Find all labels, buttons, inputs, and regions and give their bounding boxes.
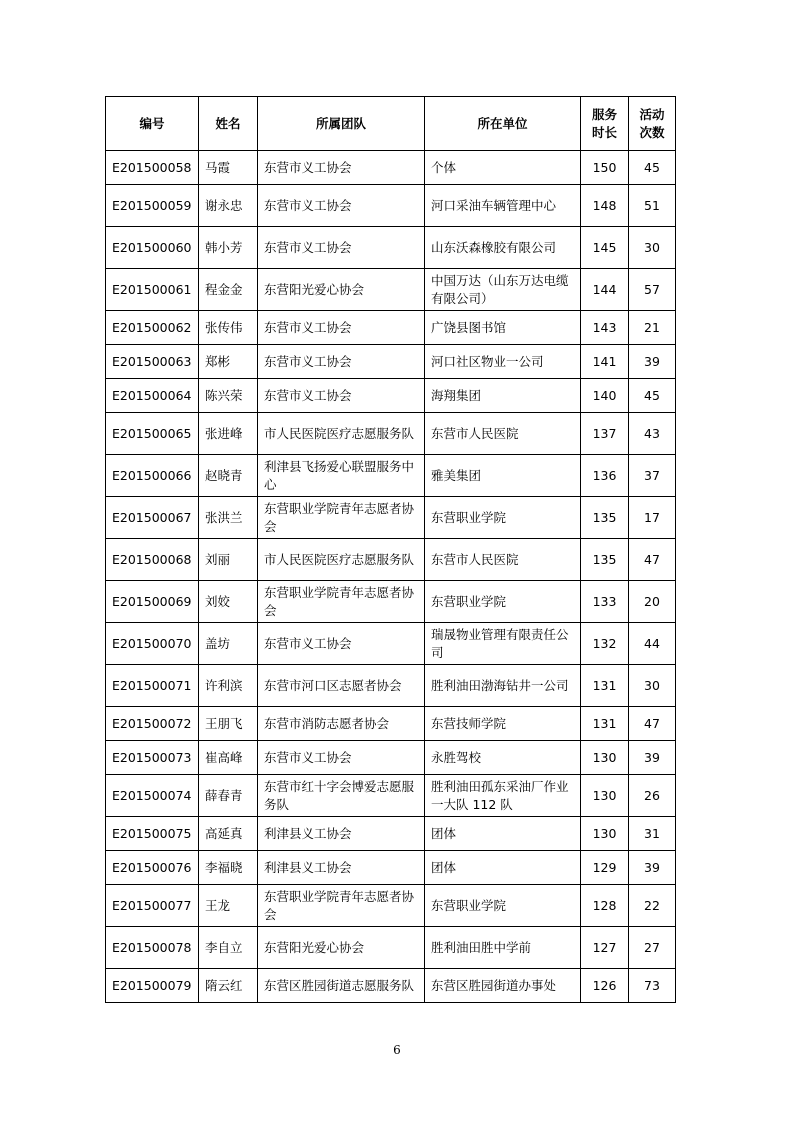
cell-name: 刘姣 — [199, 581, 258, 623]
cell-name: 许利滨 — [199, 665, 258, 707]
table-row — [106, 927, 676, 969]
cell-team: 东营阳光爱心协会 — [258, 927, 425, 969]
cell-hours: 131 — [581, 665, 629, 707]
cell-team: 市人民医院医疗志愿服务队 — [258, 539, 425, 581]
cell-team: 东营市义工协会 — [258, 623, 425, 665]
cell-name: 张传伟 — [199, 311, 258, 345]
table-row — [106, 269, 676, 311]
cell-hours: 131 — [581, 707, 629, 741]
table-row — [106, 227, 676, 269]
cell-name: 薛春青 — [199, 775, 258, 817]
cell-name: 马霞 — [199, 151, 258, 185]
table-row — [106, 455, 676, 497]
cell-count: 20 — [629, 581, 676, 623]
cell-id: E201500071 — [106, 665, 199, 707]
cell-name: 程金金 — [199, 269, 258, 311]
cell-team: 东营市义工协会 — [258, 227, 425, 269]
cell-id: E201500069 — [106, 581, 199, 623]
cell-hours: 135 — [581, 497, 629, 539]
cell-name: 崔高峰 — [199, 741, 258, 775]
cell-hours: 133 — [581, 581, 629, 623]
cell-unit: 海翔集团 — [425, 379, 581, 413]
cell-team: 利津县义工协会 — [258, 817, 425, 851]
cell-unit: 团体 — [425, 817, 581, 851]
cell-team: 东营市义工协会 — [258, 311, 425, 345]
cell-name: 李福晓 — [199, 851, 258, 885]
cell-hours: 129 — [581, 851, 629, 885]
cell-unit: 胜利油田胜中学前 — [425, 927, 581, 969]
cell-unit: 永胜驾校 — [425, 741, 581, 775]
cell-name: 张洪兰 — [199, 497, 258, 539]
cell-count: 22 — [629, 885, 676, 927]
header-name: 姓名 — [199, 97, 258, 151]
table-header-row — [106, 97, 676, 151]
cell-name: 李自立 — [199, 927, 258, 969]
cell-name: 谢永忠 — [199, 185, 258, 227]
cell-unit: 东营技师学院 — [425, 707, 581, 741]
cell-id: E201500070 — [106, 623, 199, 665]
table-row — [106, 497, 676, 539]
cell-name: 王龙 — [199, 885, 258, 927]
cell-count: 73 — [629, 969, 676, 1003]
cell-count: 51 — [629, 185, 676, 227]
cell-team: 利津县义工协会 — [258, 851, 425, 885]
cell-id: E201500058 — [106, 151, 199, 185]
header-hours-line2: 时长 — [591, 124, 617, 140]
table-row — [106, 345, 676, 379]
header-count-line1: 活动 — [639, 106, 665, 122]
table-row — [106, 707, 676, 741]
cell-team: 东营职业学院青年志愿者协会 — [258, 497, 425, 539]
cell-hours: 145 — [581, 227, 629, 269]
cell-id: E201500067 — [106, 497, 199, 539]
cell-id: E201500066 — [106, 455, 199, 497]
cell-unit: 东营职业学院 — [425, 581, 581, 623]
cell-unit: 东营市人民医院 — [425, 413, 581, 455]
cell-id: E201500062 — [106, 311, 199, 345]
cell-id: E201500077 — [106, 885, 199, 927]
header-count-line2: 次数 — [639, 124, 665, 140]
cell-name: 韩小芳 — [199, 227, 258, 269]
cell-hours: 132 — [581, 623, 629, 665]
table-row — [106, 741, 676, 775]
cell-team: 东营市消防志愿者协会 — [258, 707, 425, 741]
cell-hours: 127 — [581, 927, 629, 969]
header-id: 编号 — [106, 97, 199, 151]
table-row — [106, 311, 676, 345]
cell-hours: 126 — [581, 969, 629, 1003]
cell-count: 31 — [629, 817, 676, 851]
cell-team: 东营市义工协会 — [258, 741, 425, 775]
cell-count: 44 — [629, 623, 676, 665]
cell-unit: 山东沃森橡胶有限公司 — [425, 227, 581, 269]
cell-name: 高延真 — [199, 817, 258, 851]
cell-name: 刘丽 — [199, 539, 258, 581]
cell-id: E201500061 — [106, 269, 199, 311]
cell-id: E201500059 — [106, 185, 199, 227]
cell-hours: 137 — [581, 413, 629, 455]
header-unit: 所在单位 — [425, 97, 581, 151]
cell-team: 东营市河口区志愿者协会 — [258, 665, 425, 707]
cell-unit: 广饶县图书馆 — [425, 311, 581, 345]
table-row — [106, 665, 676, 707]
cell-team: 市人民医院医疗志愿服务队 — [258, 413, 425, 455]
cell-id: E201500076 — [106, 851, 199, 885]
cell-team: 东营市义工协会 — [258, 379, 425, 413]
cell-name: 郑彬 — [199, 345, 258, 379]
cell-hours: 144 — [581, 269, 629, 311]
cell-id: E201500073 — [106, 741, 199, 775]
header-hours-line1: 服务 — [591, 106, 617, 122]
header-hours — [581, 97, 629, 151]
table-row — [106, 817, 676, 851]
cell-team: 东营市义工协会 — [258, 151, 425, 185]
cell-hours: 130 — [581, 775, 629, 817]
cell-id: E201500079 — [106, 969, 199, 1003]
cell-count: 47 — [629, 539, 676, 581]
table-row — [106, 185, 676, 227]
cell-unit: 瑞晟物业管理有限责任公司 — [425, 623, 581, 665]
cell-count: 47 — [629, 707, 676, 741]
cell-name: 隋云红 — [199, 969, 258, 1003]
cell-hours: 148 — [581, 185, 629, 227]
cell-team: 利津县飞扬爱心联盟服务中心 — [258, 455, 425, 497]
cell-id: E201500063 — [106, 345, 199, 379]
cell-name: 赵晓青 — [199, 455, 258, 497]
cell-hours: 130 — [581, 741, 629, 775]
cell-count: 39 — [629, 345, 676, 379]
cell-unit: 个体 — [425, 151, 581, 185]
cell-unit: 胜利油田孤东采油厂作业一大队 112 队 — [425, 775, 581, 817]
cell-team: 东营区胜园街道志愿服务队 — [258, 969, 425, 1003]
cell-unit: 东营职业学院 — [425, 885, 581, 927]
cell-team: 东营职业学院青年志愿者协会 — [258, 885, 425, 927]
cell-count: 37 — [629, 455, 676, 497]
table-row — [106, 775, 676, 817]
page-number: 6 — [393, 1043, 401, 1057]
cell-unit: 胜利油田渤海钻井一公司 — [425, 665, 581, 707]
cell-name: 王朋飞 — [199, 707, 258, 741]
cell-count: 26 — [629, 775, 676, 817]
cell-id: E201500065 — [106, 413, 199, 455]
cell-hours: 130 — [581, 817, 629, 851]
cell-hours: 136 — [581, 455, 629, 497]
cell-id: E201500072 — [106, 707, 199, 741]
cell-id: E201500068 — [106, 539, 199, 581]
cell-hours: 143 — [581, 311, 629, 345]
table-row — [106, 379, 676, 413]
cell-count: 17 — [629, 497, 676, 539]
cell-hours: 128 — [581, 885, 629, 927]
cell-hours: 140 — [581, 379, 629, 413]
cell-team: 东营阳光爱心协会 — [258, 269, 425, 311]
cell-name: 盖坊 — [199, 623, 258, 665]
cell-count: 21 — [629, 311, 676, 345]
cell-id: E201500075 — [106, 817, 199, 851]
cell-team: 东营市义工协会 — [258, 345, 425, 379]
cell-unit: 河口采油车辆管理中心 — [425, 185, 581, 227]
table-row — [106, 623, 676, 665]
cell-team: 东营市红十字会博爱志愿服务队 — [258, 775, 425, 817]
table-row — [106, 885, 676, 927]
volunteer-table — [105, 96, 676, 1003]
table-row — [106, 413, 676, 455]
header-team: 所属团队 — [258, 97, 425, 151]
cell-count: 43 — [629, 413, 676, 455]
cell-count: 57 — [629, 269, 676, 311]
table-row — [106, 851, 676, 885]
cell-team: 东营职业学院青年志愿者协会 — [258, 581, 425, 623]
cell-unit: 东营市人民医院 — [425, 539, 581, 581]
cell-count: 39 — [629, 741, 676, 775]
cell-id: E201500074 — [106, 775, 199, 817]
cell-count: 45 — [629, 379, 676, 413]
table-row — [106, 539, 676, 581]
cell-unit: 东营区胜园街道办事处 — [425, 969, 581, 1003]
cell-unit: 东营职业学院 — [425, 497, 581, 539]
cell-id: E201500064 — [106, 379, 199, 413]
cell-unit: 团体 — [425, 851, 581, 885]
cell-hours: 141 — [581, 345, 629, 379]
cell-hours: 150 — [581, 151, 629, 185]
cell-name: 张进峰 — [199, 413, 258, 455]
table-row — [106, 581, 676, 623]
header-count — [629, 97, 676, 151]
cell-name: 陈兴荣 — [199, 379, 258, 413]
table-body — [106, 151, 676, 1003]
cell-unit: 雅美集团 — [425, 455, 581, 497]
table-row — [106, 969, 676, 1003]
cell-count: 39 — [629, 851, 676, 885]
cell-count: 30 — [629, 665, 676, 707]
cell-team: 东营市义工协会 — [258, 185, 425, 227]
cell-hours: 135 — [581, 539, 629, 581]
cell-unit: 河口社区物业一公司 — [425, 345, 581, 379]
cell-count: 30 — [629, 227, 676, 269]
cell-id: E201500078 — [106, 927, 199, 969]
cell-count: 45 — [629, 151, 676, 185]
cell-id: E201500060 — [106, 227, 199, 269]
table-row — [106, 151, 676, 185]
cell-unit: 中国万达（山东万达电缆有限公司） — [425, 269, 581, 311]
cell-count: 27 — [629, 927, 676, 969]
